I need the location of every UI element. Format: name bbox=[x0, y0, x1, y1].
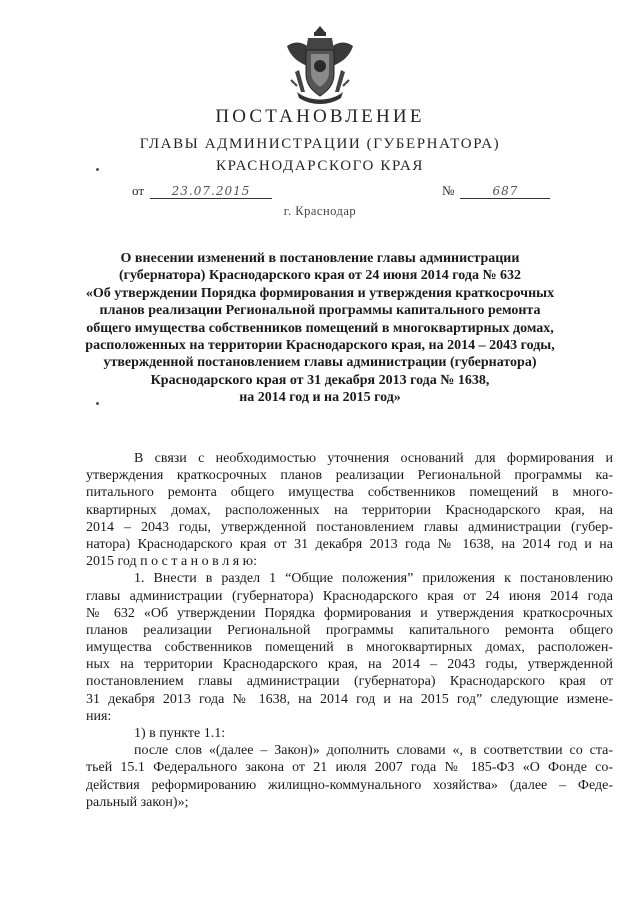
body-line: главы администрации (губернатора) Краснодарского края от 24 июня 2014 года bbox=[86, 588, 613, 604]
number-label: № bbox=[442, 183, 455, 198]
body-line: ния: bbox=[86, 708, 112, 724]
document-body bbox=[86, 450, 613, 811]
document-title bbox=[80, 250, 560, 407]
title-line: утвержденной постановлением главы администрации (губернатора) bbox=[103, 355, 537, 371]
body-line: действия реформированию жилищно-коммунального хозяйства» (далее – Феде- bbox=[86, 777, 613, 793]
handwritten-number: 687 bbox=[460, 185, 550, 199]
body-line: тьей 15.1 Федерального закона от 21 июля 2007 года № 185-ФЗ «О Фонде со- bbox=[86, 760, 613, 776]
body-line: натора) Краснодарского края от 31 декабря 2013 года № 1638, на 2014 год и на bbox=[86, 536, 613, 552]
body-line: В связи с необходимостью уточнения оснований для формирования и bbox=[134, 451, 613, 466]
title-line: О внесении изменений в постановление главы администрации bbox=[120, 251, 520, 266]
body-line: № 632 «Об утверждении Порядка формирования и утверждения краткосрочных bbox=[86, 605, 613, 621]
body-line: после слов «(далее – Закон)» дополнить словами «, в соответствии со ста- bbox=[134, 743, 613, 759]
title-line: расположенных на территории Краснодарского края, на 2014 – 2043 годы, bbox=[85, 338, 555, 354]
body-line: 31 декабря 2013 года № 1638, на 2014 год и на 2015 год” следующие измене- bbox=[86, 691, 613, 707]
body-line: 1) в пункте 1.1: bbox=[134, 726, 226, 741]
body-line: постановлением главы администрации (губернатора) Краснодарского края от bbox=[86, 674, 613, 690]
title-line: «Об утверждении Порядка формирования и утверждения краткосрочных bbox=[85, 285, 555, 301]
number-line bbox=[442, 183, 550, 199]
coat-of-arms-emblem bbox=[281, 22, 359, 108]
body-line: утверждения краткосрочных планов реализации Региональной программы ка- bbox=[86, 468, 613, 484]
region-heading: КРАСНОДАРСКОГО КРАЯ bbox=[215, 158, 425, 174]
body-line: ных на территории Краснодарского края, на 2014 – 2043 годы, утвержденной bbox=[86, 657, 613, 673]
title-line: на 2014 год и на 2015 год» bbox=[239, 390, 401, 406]
city-label: г. Краснодар bbox=[283, 204, 357, 218]
date-line bbox=[132, 183, 272, 199]
date-label: от bbox=[132, 183, 145, 198]
body-line: ральный закон)»; bbox=[86, 794, 189, 810]
body-line: 2015 год п о с т а н о в л я ю: bbox=[86, 554, 258, 570]
body-line: имущества собственников помещений в многоквартирных домах, расположен- bbox=[86, 640, 613, 656]
body-line: 1. Внести в раздел 1 “Общие положения” приложения к постановлению bbox=[134, 571, 613, 587]
body-line: квартирных домах, расположенных на территории Краснодарского края, на bbox=[86, 502, 613, 518]
title-line: планов реализации Региональной программы капитального ремонта bbox=[99, 303, 541, 319]
authority-heading: ГЛАВЫ АДМИНИСТРАЦИИ (ГУБЕРНАТОРА) bbox=[139, 136, 501, 152]
body-line: 2014 – 2043 годы, утвержденной постановлением главы администрации (губер- bbox=[86, 519, 613, 535]
handwritten-date: 23.07.2015 bbox=[150, 185, 272, 199]
title-line: общего имущества собственников помещений в многоквартирных домах, bbox=[86, 320, 554, 336]
body-line: планов реализации Региональной программы капитального ремонта общего bbox=[86, 622, 613, 638]
title-line: (губернатора) Краснодарского края от 24 июня 2014 года № 632 bbox=[118, 268, 522, 284]
body-line: питального ремонта общего имущества собственников помещений в много- bbox=[86, 485, 613, 501]
scan-dot bbox=[96, 168, 99, 171]
title-line: Краснодарского края от 31 декабря 2013 года № 1638, bbox=[150, 372, 490, 388]
document-type-heading: ПОСТАНОВЛЕНИЕ bbox=[215, 106, 425, 127]
